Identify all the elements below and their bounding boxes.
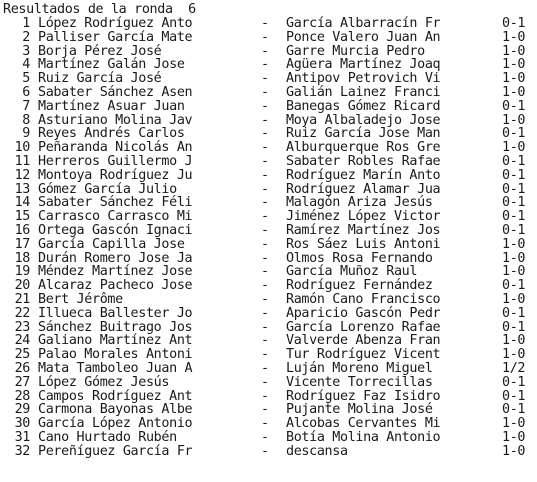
white-player: Sabater Sánchez Féli bbox=[38, 195, 193, 211]
white-player: Illueca Ballester Jo bbox=[38, 305, 193, 321]
white-player: Pereñíguez García Fr bbox=[38, 443, 193, 459]
game-result: 1-0 bbox=[502, 291, 526, 307]
black-player: Ponce Valero Juan An bbox=[286, 29, 441, 45]
pairing-separator: - bbox=[261, 181, 269, 197]
result-row bbox=[0, 238, 537, 252]
result-row bbox=[0, 72, 537, 86]
game-result: 0-1 bbox=[502, 209, 526, 225]
black-player: García Lorenzo Rafae bbox=[286, 319, 441, 335]
white-player: Campos Rodríguez Ant bbox=[38, 388, 193, 404]
result-row bbox=[0, 31, 537, 45]
game-result: 0-1 bbox=[502, 388, 526, 404]
result-row bbox=[0, 141, 537, 155]
black-player: Rodríguez Fernández bbox=[286, 278, 433, 294]
result-row bbox=[0, 210, 537, 224]
game-result: 1-0 bbox=[502, 84, 526, 100]
pairing-number: 22 bbox=[14, 305, 30, 321]
pairing-number: 1 bbox=[22, 16, 30, 31]
black-player: Alcobas Cervantes Mi bbox=[286, 416, 441, 432]
pairing-number: 30 bbox=[14, 416, 30, 432]
white-player: Martínez Galán Jose bbox=[38, 57, 185, 73]
black-player: Olmos Rosa Fernando bbox=[286, 250, 433, 266]
pairing-number: 19 bbox=[14, 264, 30, 280]
black-player: García Albarracín Fr bbox=[286, 16, 441, 31]
pairing-separator: - bbox=[261, 71, 269, 87]
white-player: Alcaraz Pacheco Jose bbox=[38, 278, 193, 294]
pairing-number: 25 bbox=[14, 347, 30, 363]
pairing-separator: - bbox=[261, 416, 269, 432]
white-player: Reyes Andrés Carlos bbox=[38, 126, 185, 142]
black-player: Ramírez Martínez Jos bbox=[286, 222, 441, 238]
result-row bbox=[0, 224, 537, 238]
result-row bbox=[0, 362, 537, 376]
pairing-separator: - bbox=[261, 167, 269, 183]
result-row bbox=[0, 348, 537, 362]
game-result: 0-1 bbox=[502, 402, 526, 418]
white-player: Palliser García Mate bbox=[38, 29, 193, 45]
white-player: Ruiz García José bbox=[38, 71, 162, 87]
white-player: Carmona Bayonas Albe bbox=[38, 402, 193, 418]
pairing-number: 27 bbox=[14, 374, 30, 390]
pairing-number: 7 bbox=[22, 98, 30, 114]
pairing-separator: - bbox=[261, 222, 269, 238]
game-result: 1-0 bbox=[502, 29, 526, 45]
pairing-number: 4 bbox=[22, 57, 30, 73]
pairing-separator: - bbox=[261, 16, 269, 31]
pairing-separator: - bbox=[261, 443, 269, 459]
white-player: Méndez Martínez Jose bbox=[38, 264, 193, 280]
pairing-separator: - bbox=[261, 402, 269, 418]
pairing-separator: - bbox=[261, 291, 269, 307]
pairing-separator: - bbox=[261, 140, 269, 156]
pairing-number: 8 bbox=[22, 112, 30, 128]
white-player: Montoya Rodríguez Ju bbox=[38, 167, 193, 183]
pairing-number: 31 bbox=[14, 429, 30, 445]
white-player: Ortega Gascón Ignaci bbox=[38, 222, 193, 238]
pairing-separator: - bbox=[261, 195, 269, 211]
black-player: Alburquerque Ros Gre bbox=[286, 140, 441, 156]
result-row bbox=[0, 17, 537, 31]
game-result: 1-0 bbox=[502, 264, 526, 280]
pairing-number: 11 bbox=[14, 153, 30, 169]
pairing-separator: - bbox=[261, 43, 269, 59]
black-player: descansa bbox=[286, 443, 348, 459]
black-player: Antipov Petrovich Vi bbox=[286, 71, 441, 87]
pairing-number: 17 bbox=[14, 236, 30, 252]
black-player: Agüera Martínez Joaq bbox=[286, 57, 441, 73]
white-player: García López Antonio bbox=[38, 416, 193, 432]
black-player: Malagón Ariza Jesús bbox=[286, 195, 433, 211]
document-title: Resultados de la ronda 6 bbox=[3, 2, 196, 17]
pairing-separator: - bbox=[261, 319, 269, 335]
game-result: 1-0 bbox=[502, 236, 526, 252]
pairing-number: 23 bbox=[14, 319, 30, 335]
black-player: Vicente Torrecillas bbox=[286, 374, 433, 390]
pairing-number: 18 bbox=[14, 250, 30, 266]
pairing-separator: - bbox=[261, 278, 269, 294]
result-row bbox=[0, 279, 537, 293]
game-result: 1-0 bbox=[502, 347, 526, 363]
result-row bbox=[0, 265, 537, 279]
pairing-number: 12 bbox=[14, 167, 30, 183]
game-result: 1-0 bbox=[502, 416, 526, 432]
white-player: Herreros Guillermo J bbox=[38, 153, 193, 169]
pairing-separator: - bbox=[261, 57, 269, 73]
black-player: Sabater Robles Rafae bbox=[286, 153, 441, 169]
black-player: Ramón Cano Francisco bbox=[286, 291, 441, 307]
pairing-number: 29 bbox=[14, 402, 30, 418]
white-player: Mata Tamboleo Juan A bbox=[38, 360, 193, 376]
pairing-number: 20 bbox=[14, 278, 30, 294]
pairing-number: 24 bbox=[14, 333, 30, 349]
pairing-number: 21 bbox=[14, 291, 30, 307]
result-row bbox=[0, 445, 537, 459]
result-row bbox=[0, 196, 537, 210]
black-player: Rodríguez Marín Anto bbox=[286, 167, 441, 183]
result-row bbox=[0, 169, 537, 183]
white-player: Sabater Sánchez Asen bbox=[38, 84, 193, 100]
game-result: 0-1 bbox=[502, 305, 526, 321]
game-result: 0-1 bbox=[502, 16, 526, 31]
black-player: Rodríguez Alamar Jua bbox=[286, 181, 441, 197]
game-result: 0-1 bbox=[502, 278, 526, 294]
black-player: Banegas Gómez Ricard bbox=[286, 98, 441, 114]
pairing-number: 9 bbox=[22, 126, 30, 142]
pairing-separator: - bbox=[261, 305, 269, 321]
black-player: Ruiz García Jose Man bbox=[286, 126, 441, 142]
pairing-separator: - bbox=[261, 236, 269, 252]
white-player: Borja Pérez José bbox=[38, 43, 162, 59]
result-row bbox=[0, 334, 537, 348]
black-player: García Muñoz Raul bbox=[286, 264, 418, 280]
black-player: Aparicio Gascón Pedr bbox=[286, 305, 441, 321]
white-player: Cano Hurtado Rubén bbox=[38, 429, 177, 445]
pairing-separator: - bbox=[261, 429, 269, 445]
game-result: 1-0 bbox=[502, 57, 526, 73]
white-player: Galiano Martínez Ant bbox=[38, 333, 193, 349]
result-row bbox=[0, 100, 537, 114]
game-result: 1-0 bbox=[502, 250, 526, 266]
pairing-number: 15 bbox=[14, 209, 30, 225]
pairing-separator: - bbox=[261, 126, 269, 142]
white-player: López Rodríguez Anto bbox=[38, 16, 193, 31]
game-result: 1-0 bbox=[502, 429, 526, 445]
pairing-separator: - bbox=[261, 84, 269, 100]
white-player: Martínez Asuar Juan bbox=[38, 98, 185, 114]
pairing-separator: - bbox=[261, 360, 269, 376]
results-list bbox=[0, 17, 537, 459]
game-result: 0-1 bbox=[502, 222, 526, 238]
result-row bbox=[0, 390, 537, 404]
white-player: Sánchez Buitrago Jos bbox=[38, 319, 193, 335]
black-player: Jiménez López Victor bbox=[286, 209, 441, 225]
game-result: 0-1 bbox=[502, 98, 526, 114]
white-player: Carrasco Carrasco Mi bbox=[38, 209, 193, 225]
game-result: 0-1 bbox=[502, 153, 526, 169]
game-result: 1-0 bbox=[502, 140, 526, 156]
pairing-number: 13 bbox=[14, 181, 30, 197]
pairing-separator: - bbox=[261, 29, 269, 45]
pairing-separator: - bbox=[261, 374, 269, 390]
game-result: 1-0 bbox=[502, 71, 526, 87]
pairing-number: 6 bbox=[22, 84, 30, 100]
game-result: 1-0 bbox=[502, 443, 526, 459]
black-player: Tur Rodríguez Vicent bbox=[286, 347, 441, 363]
black-player: Pujante Molina José bbox=[286, 402, 433, 418]
game-result: 0-1 bbox=[502, 319, 526, 335]
black-player: Galián Lainez Franci bbox=[286, 84, 441, 100]
pairing-separator: - bbox=[261, 209, 269, 225]
white-player: Peñaranda Nicolás An bbox=[38, 140, 193, 156]
pairing-separator: - bbox=[261, 333, 269, 349]
black-player: Rodríguez Faz Isidro bbox=[286, 388, 441, 404]
black-player: Moya Albaladejo Jose bbox=[286, 112, 441, 128]
pairing-number: 16 bbox=[14, 222, 30, 238]
game-result: 1-0 bbox=[502, 333, 526, 349]
black-player: Ros Sáez Luis Antoni bbox=[286, 236, 441, 252]
game-result: 1/2 bbox=[502, 360, 526, 376]
pairing-number: 14 bbox=[14, 195, 30, 211]
pairing-number: 3 bbox=[22, 43, 30, 59]
game-result: 0-1 bbox=[502, 181, 526, 197]
pairing-number: 2 bbox=[22, 29, 30, 45]
white-player: López Gómez Jesús bbox=[38, 374, 170, 390]
white-player: Durán Romero Jose Ja bbox=[38, 250, 193, 266]
result-row bbox=[0, 376, 537, 390]
pairing-separator: - bbox=[261, 112, 269, 128]
pairing-number: 32 bbox=[14, 443, 30, 459]
white-player: García Capilla Jose bbox=[38, 236, 185, 252]
game-result: 0-1 bbox=[502, 374, 526, 390]
pairing-separator: - bbox=[261, 250, 269, 266]
pairing-separator: - bbox=[261, 153, 269, 169]
pairing-separator: - bbox=[261, 98, 269, 114]
white-player: Bert Jérôme bbox=[38, 291, 123, 307]
result-row bbox=[0, 86, 537, 100]
game-result: 1-0 bbox=[502, 43, 526, 59]
pairing-separator: - bbox=[261, 264, 269, 280]
game-result: 1-0 bbox=[502, 112, 526, 128]
pairing-separator: - bbox=[261, 347, 269, 363]
white-player: Asturiano Molina Jav bbox=[38, 112, 193, 128]
game-result: 0-1 bbox=[502, 195, 526, 211]
result-row bbox=[0, 307, 537, 321]
white-player: Gómez García Julio bbox=[38, 181, 177, 197]
black-player: Luján Moreno Miguel bbox=[286, 360, 433, 376]
pairing-number: 28 bbox=[14, 388, 30, 404]
game-result: 0-1 bbox=[502, 126, 526, 142]
black-player: Garre Murcia Pedro bbox=[286, 43, 425, 59]
black-player: Botía Molina Antonio bbox=[286, 429, 441, 445]
result-row bbox=[0, 155, 537, 169]
result-row bbox=[0, 431, 537, 445]
result-row bbox=[0, 293, 537, 307]
pairing-number: 26 bbox=[14, 360, 30, 376]
game-result: 0-1 bbox=[502, 167, 526, 183]
black-player: Valverde Abenza Fran bbox=[286, 333, 441, 349]
pairing-separator: - bbox=[261, 388, 269, 404]
pairing-number: 5 bbox=[22, 71, 30, 87]
pairing-number: 10 bbox=[14, 140, 30, 156]
white-player: Palao Morales Antoni bbox=[38, 347, 193, 363]
result-row bbox=[0, 417, 537, 431]
